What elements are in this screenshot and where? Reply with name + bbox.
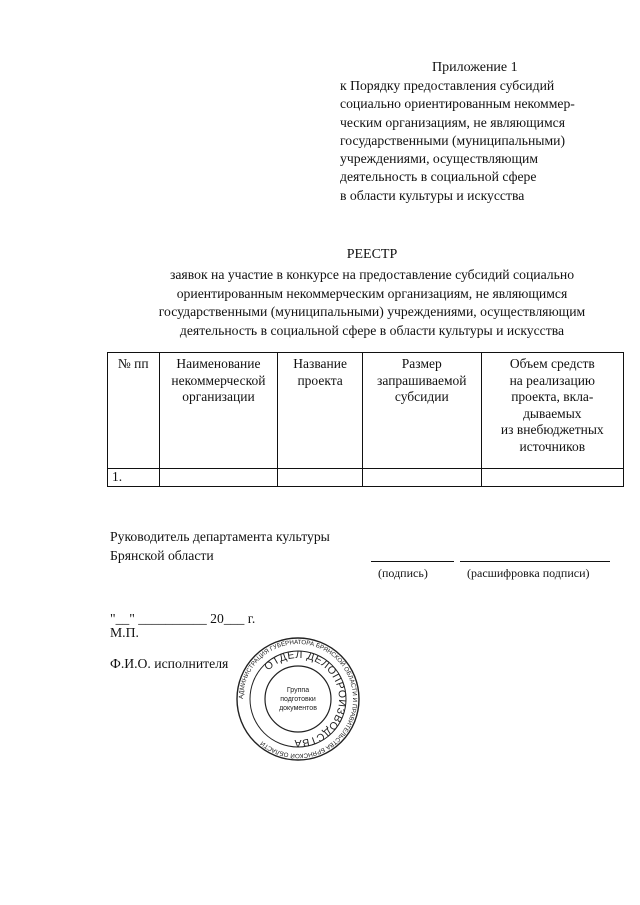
- signature-decode-line: [460, 561, 610, 562]
- register-subtitle-line: государственными (муниципальными) учреждениями, осуществляющим: [158, 304, 586, 319]
- register-subtitle-line: ориентированным некоммерческим организациям, не являющимся: [176, 285, 568, 301]
- register-subtitle: [100, 266, 640, 340]
- appendix-line: в области культуры и искусства: [340, 187, 525, 203]
- head-position: [110, 528, 330, 565]
- appendix-line: учреждениями, осуществляющим: [340, 151, 539, 167]
- stamp-center-line: документов: [279, 705, 317, 712]
- register-title: РЕЕСТР: [346, 247, 398, 262]
- table-cell: [362, 469, 481, 487]
- executor-label: Ф.И.О. исполнителя: [110, 656, 229, 671]
- appendix-line: ческим организациям, не являющимся: [340, 114, 566, 130]
- stamp-inner-text: ОТДЕЛ ДЕЛОПРОИЗВОДСТВА: [262, 648, 349, 750]
- seal-place-label: М.П.: [110, 625, 139, 640]
- signature-caption: (подпись): [378, 566, 428, 580]
- column-header-extrabudgetary-funds: Объем средств на реализацию проекта, вкла- дываемых из внебюджетных источников: [481, 353, 623, 469]
- appendix-line: социально ориентированным некоммер-: [340, 96, 575, 112]
- register-subtitle-line: заявок на участие в конкурсе на предоставление субсидий социально: [169, 267, 575, 282]
- appendix-line: к Порядку предоставления субсидий: [340, 78, 555, 93]
- appendix-description: [340, 77, 575, 205]
- stamp-center-line: подготовки: [280, 696, 316, 703]
- stamp-center-line: Группа: [286, 687, 310, 694]
- signature-line: [371, 561, 454, 562]
- signature-decode-caption: (расшифровка подписи): [467, 566, 590, 580]
- register-table: [107, 352, 624, 487]
- office-stamp: [235, 636, 361, 762]
- appendix-line: деятельность в социальной сфере: [340, 169, 537, 185]
- stamp-outer-text: АДМИНИСТРАЦИЯ ГУБЕРНАТОРА БРЯНСКОЙ ОБЛАСТИ И ПРАВИТЕЛЬСТВА БРЯНСКОЙ ОБЛАСТИ: [237, 638, 359, 760]
- table-cell: [481, 469, 623, 487]
- column-header-subsidy-amount: Размер запрашиваемой субсидии: [362, 353, 481, 469]
- register-subtitle-line: деятельность в социальной сфере в области культуры и искусства: [179, 322, 565, 338]
- appendix-title: Приложение 1: [432, 60, 518, 75]
- head-position-line: Брянской области: [110, 547, 214, 563]
- table-cell: [159, 469, 278, 487]
- head-position-line: Руководитель департамента культуры: [110, 529, 330, 544]
- appendix-line: государственными (муниципальными): [340, 132, 566, 148]
- date-line: "__" __________ 20___ г.: [110, 611, 256, 626]
- table-cell: [278, 469, 363, 487]
- column-header-number: № пп: [108, 353, 160, 469]
- column-header-organization: Наименование некоммерческой организации: [159, 353, 278, 469]
- table-header-row: [108, 353, 624, 469]
- table-row: [108, 469, 624, 487]
- table-cell-number: 1.: [108, 469, 160, 487]
- column-header-project: Название проекта: [278, 353, 363, 469]
